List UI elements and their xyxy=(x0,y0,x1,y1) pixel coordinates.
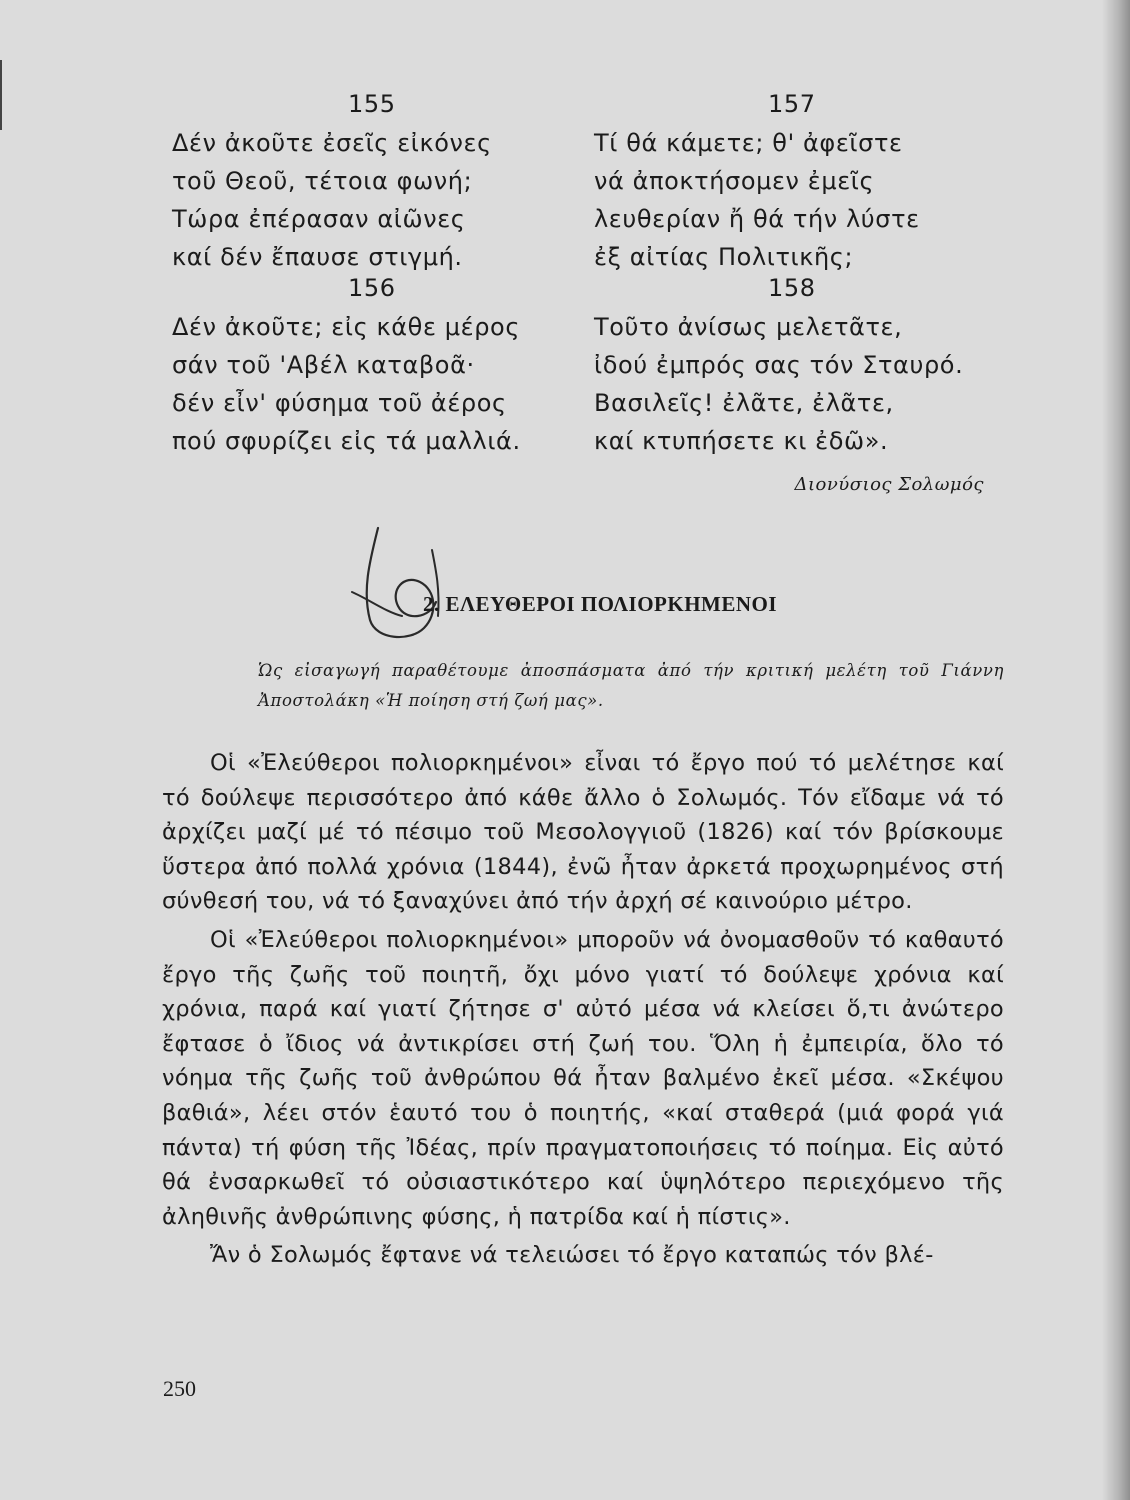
verse-line: ἰδού ἐμπρός σας τόν Σταυρό. xyxy=(594,351,964,379)
binding-mark xyxy=(0,60,8,130)
verse-line: τοῦ Θεοῦ, τέτοια φωνή; xyxy=(172,167,473,195)
essay-body xyxy=(162,746,1004,1277)
stanza-157 xyxy=(594,86,994,276)
verse-line: Δέν ἀκοῦτε ἐσεῖς εἰκόνες xyxy=(172,129,492,157)
verse-line: ἐξ αἰτίας Πολιτικῆς; xyxy=(594,243,854,271)
verse-line: δέν εἶν' φύσημα τοῦ ἀέρος xyxy=(172,389,507,417)
section-title-text: 2. ΕΛΕΥΘΕΡΟΙ ΠΟΛΙΟΡΚΗΜΕΝΟΙ xyxy=(422,592,778,616)
stanza-number: 158 xyxy=(768,274,816,302)
verse-line: λευθερίαν ἤ θά τήν λύστε xyxy=(594,205,920,233)
section-title xyxy=(0,592,1130,617)
verse-line: πού σφυρίζει εἰς τά μαλλιά. xyxy=(172,427,521,455)
poem-author: Διονύσιος Σολωμός xyxy=(794,474,984,495)
page-number: 250 xyxy=(163,1376,196,1401)
verse-line: Τώρα ἐπέρασαν αἰῶνες xyxy=(172,205,466,233)
verse-line: Βασιλεῖς! ἐλᾶτε, ἐλᾶτε, xyxy=(594,389,894,417)
page-edge-shadow xyxy=(1102,0,1130,1500)
stanza-156 xyxy=(172,270,572,460)
verse-line: καί δέν ἔπαυσε στιγμή. xyxy=(172,243,463,271)
verse-line: σάν τοῦ 'Αβέλ καταβοᾶ· xyxy=(172,351,475,379)
intro-note: Ὡς εἰσαγωγή παραθέτουμε ἀποσπάσματα ἀπό τήν κριτική μελέτη τοῦ Γιάννη Ἀποστολάκη «Ἡ ποίηση στή ζωή μας». xyxy=(258,661,1004,710)
stanza-number: 156 xyxy=(348,274,396,302)
verse-line: Τί θά κάμετε; θ' ἀφεῖστε xyxy=(594,129,903,157)
verse-line: Δέν ἀκοῦτε; εἰς κάθε μέρος xyxy=(172,313,521,341)
stanza-number: 157 xyxy=(768,90,816,118)
paragraph: Οἱ «Ἐλεύθεροι πολιορκημένοι» μποροῦν νά ὀνομασθοῦν τό καθαυτό ἔργο τῆς ζωῆς τοῦ ποιητῆ, ὄχι μόνο γιατί τό δούλεψε χρόνια καί χρόνια, παρά καί γιατί ζήτησε σ' αὐτό μέσα νά κλείσει ὅ,τι ἀνώτερο ἔφτασε ὁ ἴδιος νά ἀντικρίσει στή ζωή του. Ὅλη ἡ ἐμπειρία, ὅλο τό νόημα τῆς ζωῆς τοῦ ἀνθρώπου θά ἦταν βαλμένο ἐκεῖ μέσα. «Σκέψου βαθιά», λέει στόν ἑαυτό του ὁ ποιητής, «καί σταθερά (μιά φορά γιά πάντα) τή φύση τῆς Ἰδέας, πρίν πραγματοποιήσεις τό ποίημα. Εἰς αὐτό θά ἐνσαρκωθεῖ τό οὐσιαστικότερο καί ὑψηλότερο περιεχόμενο τῆς ἀληθινῆς ἀνθρώπινης φύσης, ἡ πατρίδα καί ἡ πίστις». xyxy=(162,926,1004,1230)
verse-line: νά ἀποκτήσομεν ἐμεῖς xyxy=(594,167,875,195)
handwritten-mark-icon xyxy=(340,520,460,650)
stanza-155 xyxy=(172,86,572,276)
paragraph: Ἄν ὁ Σολωμός ἔφτανε νά τελειώσει τό ἔργο καταπώς τόν βλέ- xyxy=(210,1242,934,1269)
stanza-number: 155 xyxy=(348,90,396,118)
verse-line: Τοῦτο ἀνίσως μελετᾶτε, xyxy=(594,313,903,341)
verse-line: καί κτυπήσετε κι ἐδῶ». xyxy=(594,427,889,455)
stanza-158 xyxy=(594,270,994,460)
paragraph: Οἱ «Ἐλεύθεροι πολιορκημένοι» εἶναι τό ἔργο πού τό μελέτησε καί τό δούλεψε περισσότερο ἀπό κάθε ἄλλο ὁ Σολωμός. Τόν εἴδαμε νά τό ἀρχίζει μαζί μέ τό πέσιμο τοῦ Μεσολογγιοῦ (1826) καί τόν βρίσκουμε ὕστερα ἀπό πολλά χρόνια (1844), ἐνῶ ἦταν ἀρκετά προχωρημένος στή σύνθεσή του, νά τό ξαναχύνει ἀπό τήν ἀρχή σέ καινούριο μέτρο. xyxy=(162,750,1004,915)
